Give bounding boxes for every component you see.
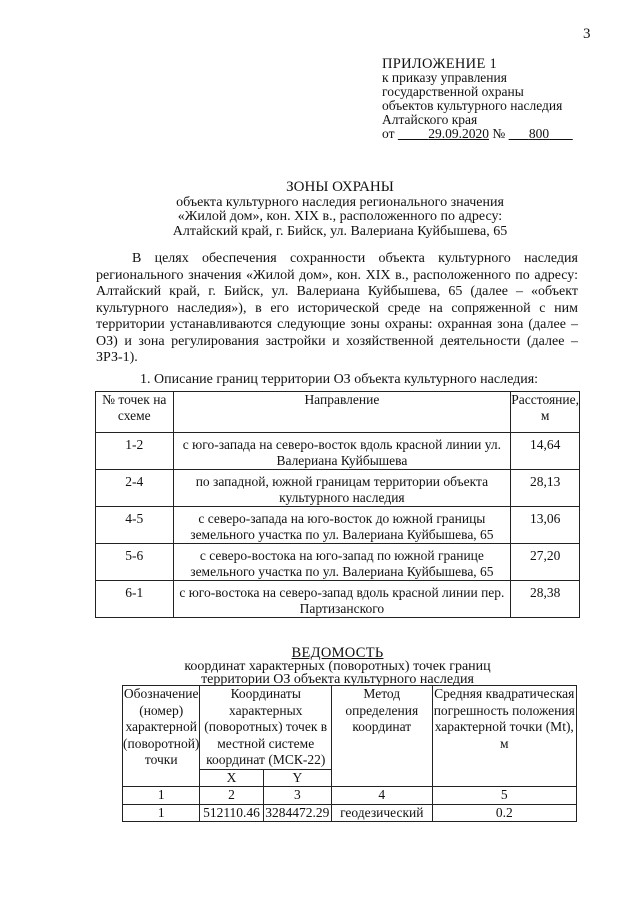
- table-header-row: [96, 392, 580, 433]
- page-number: 3: [583, 26, 591, 42]
- table-row: [123, 804, 577, 822]
- cell-distance: 28,13: [511, 470, 580, 507]
- vedomost-subtitle-line: координат характерных (поворотных) точек границ: [184, 659, 491, 674]
- header-error: Средняя квадратическая погрешность положения характерной точки (Mt), м: [432, 686, 576, 787]
- boundary-table: [95, 391, 580, 618]
- cell-point: 1: [123, 804, 200, 822]
- appendix-line: государственной охраны: [382, 84, 524, 99]
- cell-x: 512110.46: [200, 804, 263, 822]
- appendix-block: [382, 57, 632, 141]
- column-number: 5: [432, 787, 576, 805]
- header-y: Y: [263, 769, 331, 787]
- vedomost-title: ВЕДОМОСТЬ: [291, 645, 384, 661]
- appendix-line: объектов культурного наследия: [382, 98, 563, 113]
- header-method: Метод определения координат: [332, 686, 432, 787]
- cell-points: 1-2: [96, 433, 174, 470]
- cell-direction: по западной, южной границам территории объекта культурного наследия: [173, 470, 511, 507]
- cell-method: геодезический: [332, 804, 432, 822]
- cell-points: 2-4: [96, 470, 174, 507]
- appendix-line: Алтайского края: [382, 112, 478, 127]
- cell-error: 0.2: [432, 804, 576, 822]
- cell-distance: 27,20: [511, 544, 580, 581]
- header-designation: Обозначение (номер) характерной (поворотной) точки: [123, 686, 200, 787]
- table-header-row: [123, 686, 577, 770]
- column-number: 3: [263, 787, 331, 805]
- document-title-block: [100, 180, 580, 239]
- header-coordinates: Координаты характерных (поворотных) точек в местной системе координат (МСК-22): [200, 686, 332, 770]
- cell-points: 5-6: [96, 544, 174, 581]
- cell-distance: 13,06: [511, 507, 580, 544]
- table-numbering-row: [123, 787, 577, 805]
- cell-direction: с северо-востока на юго-запад по южной границе земельного участка по ул. Валериана Куйбышева, 65: [173, 544, 511, 581]
- header-points: № точек на схеме: [96, 392, 174, 433]
- order-number: 800: [528, 126, 550, 141]
- order-date-line: [382, 127, 632, 141]
- cell-distance: 14,64: [511, 433, 580, 470]
- cell-y: 3284472.29: [263, 804, 331, 822]
- column-number: 2: [200, 787, 263, 805]
- document-subtitle-line: объекта культурного наследия регионального значения: [176, 194, 504, 210]
- order-date: 29.09.2020: [428, 126, 489, 141]
- intro-paragraph: [96, 251, 578, 367]
- vedomost-block: [95, 647, 580, 686]
- column-number: 1: [123, 787, 200, 805]
- cell-direction: с северо-запада на юго-восток до южной границы земельного участка по ул. Валериана Куйбышева, 65: [173, 507, 511, 544]
- table-row: [96, 470, 580, 507]
- document-title: ЗОНЫ ОХРАНЫ: [286, 179, 394, 195]
- table-row: [96, 507, 580, 544]
- table-row: [96, 433, 580, 470]
- cell-direction: с юго-запада на северо-восток вдоль красной линии ул. Валериана Куйбышева: [173, 433, 511, 470]
- table-row: [96, 544, 580, 581]
- intro-text: В целях обеспечения сохранности объекта культурного наследия регионального значения «Жилой дом», кон. XIX в., расположенного по адресу: Алтайский край, г. Бийск, ул. Валериана Куйбышева, 65 (далее – «объект культурного наследия»), в его исторической среде на сопряженной с ним территории устанавливаются следующие зоны охраны: охранная зона (далее – ОЗ) и зона регулирования застройки и хозяйственной деятельности (далее – ЗРЗ-1).: [96, 251, 578, 365]
- column-number: 4: [332, 787, 432, 805]
- cell-distance: 28,38: [511, 581, 580, 618]
- vedomost-subtitle-line: территории ОЗ объекта культурного наследия: [201, 672, 474, 687]
- cell-points: 6-1: [96, 581, 174, 618]
- appendix-title: ПРИЛОЖЕНИЕ 1: [382, 56, 498, 72]
- header-direction: Направление: [173, 392, 511, 433]
- table-row: [96, 581, 580, 618]
- number-sign: №: [492, 126, 506, 141]
- cell-points: 4-5: [96, 507, 174, 544]
- document-subtitle-line: Алтайский край, г. Бийск, ул. Валериана Куйбышева, 65: [172, 223, 508, 239]
- document-subtitle-line: «Жилой дом», кон. XIX в., расположенного по адресу:: [177, 209, 503, 224]
- cell-direction: с юго-востока на северо-запад вдоль красной линии пер. Партизанского: [173, 581, 511, 618]
- coordinates-table: [122, 685, 577, 822]
- header-x: X: [200, 769, 263, 787]
- date-prefix: от: [382, 126, 395, 141]
- table1-caption: 1. Описание границ территории ОЗ объекта культурного наследия:: [140, 372, 539, 387]
- appendix-line: к приказу управления: [382, 70, 507, 85]
- header-distance: Расстояние, м: [511, 392, 580, 433]
